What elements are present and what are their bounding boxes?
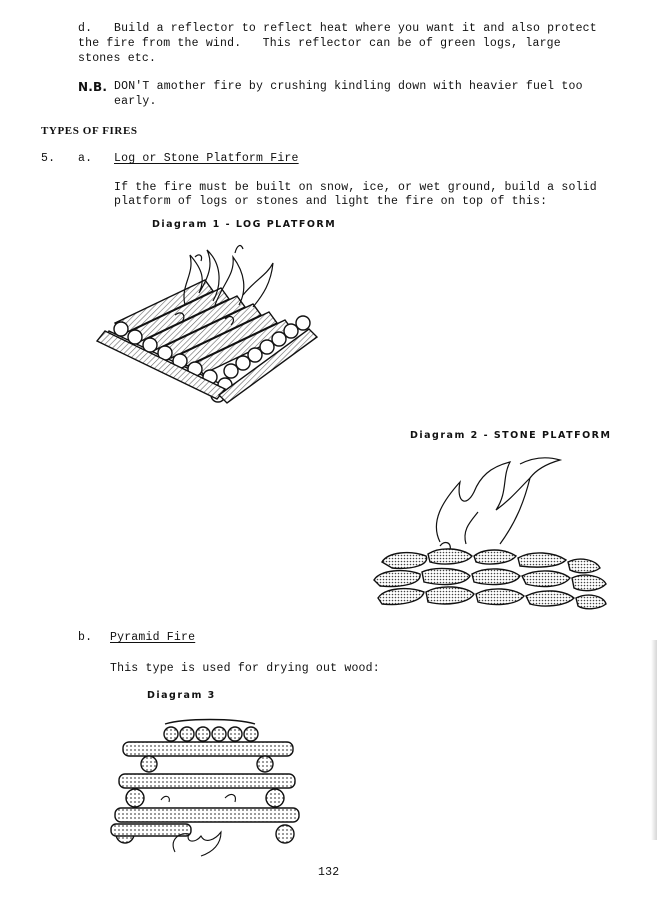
- note-line-2: early.: [114, 95, 157, 108]
- note-line-1: DON'T amother fire by crushing kindling down with heavier fuel too: [114, 80, 583, 93]
- reflector-marker: d.: [78, 22, 93, 35]
- reflector-line-2: the fire from the wind. This reflector can be of green logs, large: [78, 37, 561, 50]
- stone-platform-diagram: [370, 452, 610, 612]
- pyramid-fire-diagram: [105, 712, 305, 862]
- diagram-2-caption: Diagram 2 - STONE PLATFORM: [410, 430, 612, 441]
- item-a-desc-line-2: platform of logs or stones and light the fire on top of this:: [114, 195, 548, 208]
- diagram-3-caption: Diagram 3: [147, 690, 216, 701]
- reflector-line-3: stones etc.: [78, 52, 157, 65]
- item-a-desc-line-1: If the fire must be built on snow, ice, or wet ground, build a solid: [114, 181, 597, 194]
- item-b-title: Pyramid Fire: [110, 631, 196, 644]
- note-marker: N.B.: [78, 80, 108, 94]
- item-b-desc: This type is used for drying out wood:: [110, 662, 380, 675]
- log-platform-diagram: [95, 235, 335, 410]
- page-edge-shadow: [651, 640, 657, 840]
- section-heading: TYPES OF FIRES: [41, 125, 138, 137]
- item-a-marker: a.: [78, 152, 93, 165]
- item-a-title: Log or Stone Platform Fire: [114, 152, 299, 165]
- reflector-line-1: Build a reflector to reflect heat where you want it and also protect: [114, 22, 597, 35]
- item-b-marker: b.: [78, 631, 93, 644]
- item-number: 5.: [41, 152, 56, 165]
- page-number: 132: [318, 866, 340, 879]
- diagram-1-caption: Diagram 1 - LOG PLATFORM: [152, 219, 337, 230]
